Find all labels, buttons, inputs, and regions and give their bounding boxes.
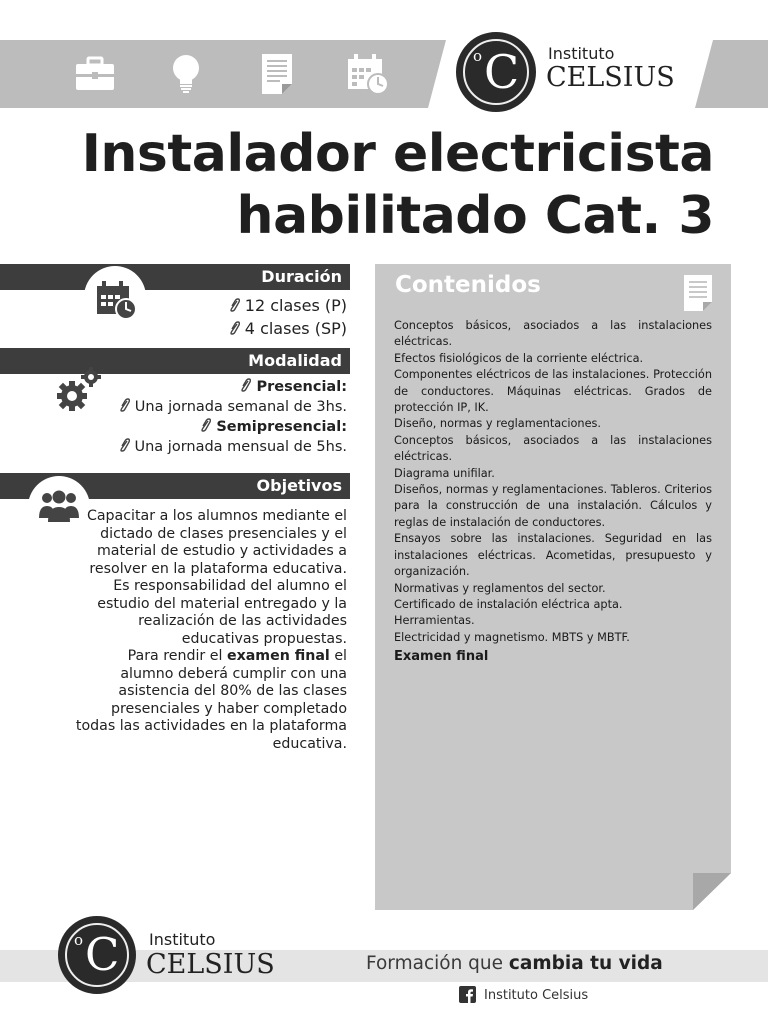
calendar-icon bbox=[95, 280, 139, 320]
list-item: Herramientas. bbox=[394, 614, 475, 628]
calendar-clock-icon bbox=[346, 52, 390, 96]
facebook-icon[interactable] bbox=[459, 986, 476, 1003]
logo-name: CELSIUS bbox=[546, 62, 675, 93]
paperclip-icon bbox=[119, 398, 130, 412]
contenidos-heading: Contenidos bbox=[395, 272, 541, 298]
modalidad-semipresencial-text: Una jornada mensual de 5hs. bbox=[119, 438, 348, 455]
paperclip-icon bbox=[200, 418, 211, 432]
logo-letter: C bbox=[85, 928, 120, 981]
document-icon bbox=[256, 52, 300, 96]
logo-degree: o bbox=[74, 931, 84, 949]
list-item: Componentes eléctricos de las instalaciones. Protección de conductores. Máquinas eléctricas. Grados de protección IP, IK. bbox=[394, 368, 712, 415]
footer-logo-institute: Instituto bbox=[149, 930, 216, 949]
section-objetivos-heading: Objetivos bbox=[0, 473, 350, 499]
list-item: Diseño, normas y reglamentaciones. bbox=[394, 417, 602, 431]
objetivos-text bbox=[70, 508, 347, 753]
logo-letter: C bbox=[484, 45, 520, 99]
page-title-line2: habilitado Cat. 3 bbox=[236, 186, 714, 246]
page-fold-corner bbox=[693, 873, 731, 910]
list-item: Efectos fisiológicos de la corriente eléctrica. bbox=[394, 351, 644, 365]
section-modalidad-heading: Modalidad bbox=[0, 348, 350, 374]
header-band-right bbox=[695, 40, 768, 108]
paperclip-icon bbox=[119, 438, 130, 452]
gears-icon bbox=[54, 366, 104, 414]
duracion-item: 4 clases (SP) bbox=[229, 319, 347, 338]
footer-tagline: Formación que cambia tu vida bbox=[366, 953, 663, 974]
list-item: Normativas y reglamentos del sector. bbox=[394, 581, 606, 595]
document-icon bbox=[683, 274, 713, 312]
lightbulb-icon bbox=[164, 52, 208, 96]
list-item: Ensayos sobre las instalaciones. Seguridad en las instalaciones eléctricas. Acometidas, presupuesto y organización. bbox=[394, 532, 712, 579]
modalidad-presencial-label: Presencial: bbox=[240, 378, 347, 395]
page-title-line1: Instalador electricista bbox=[81, 124, 714, 184]
logo-institute-label: Instituto bbox=[548, 44, 615, 63]
section-duracion-heading: Duración bbox=[0, 264, 350, 290]
paperclip-icon bbox=[229, 298, 240, 312]
paperclip-icon bbox=[229, 321, 240, 335]
facebook-link[interactable]: Instituto Celsius bbox=[484, 988, 589, 1003]
list-item: Diseños, normas y reglamentaciones. Tableros. Criterios para la construcción de una instalación. Cálculos y reglas de instalación de conductores. bbox=[394, 483, 712, 529]
list-item: Conceptos básicos, asociados a las instalaciones eléctricas. bbox=[394, 319, 712, 349]
modalidad-semipresencial-label: Semipresencial: bbox=[200, 418, 347, 435]
briefcase-icon bbox=[73, 52, 117, 96]
contenidos-exam: Examen final bbox=[394, 649, 489, 664]
footer-logo-emblem bbox=[58, 916, 136, 994]
header-band bbox=[0, 40, 460, 108]
duracion-item: 12 clases (P) bbox=[229, 296, 347, 315]
paperclip-icon bbox=[240, 378, 251, 392]
list-item: Conceptos básicos, asociados a las instalaciones eléctricas. bbox=[394, 433, 712, 464]
objetivos-paragraph: Capacitar a los alumnos mediante el dictado de clases presenciales y el material de estudio y actividades a resolver en la plataforma educativa. Es responsabilidad del alumno el estudio del material entregado y la realización de las actividades educativas propuestas. bbox=[86, 508, 347, 647]
contenidos-list bbox=[394, 318, 712, 646]
list-item: Certificado de instalación eléctrica apta. bbox=[394, 597, 623, 611]
logo-emblem bbox=[456, 32, 536, 112]
list-item: Electricidad y magnetismo. MBTS y MBTF. bbox=[394, 630, 630, 644]
modalidad-presencial-text: Una jornada semanal de 3hs. bbox=[119, 398, 347, 415]
objetivos-paragraph-exam: Para rendir el examen final el alumno deberá cumplir con una asistencia del 80% de las clases presenciales y haber completado todas las actividades en la plataforma educativa. bbox=[75, 648, 347, 752]
list-item: Diagrama unifilar. bbox=[394, 466, 495, 480]
footer-logo-name: CELSIUS bbox=[146, 949, 275, 980]
logo-degree: o bbox=[473, 47, 483, 65]
